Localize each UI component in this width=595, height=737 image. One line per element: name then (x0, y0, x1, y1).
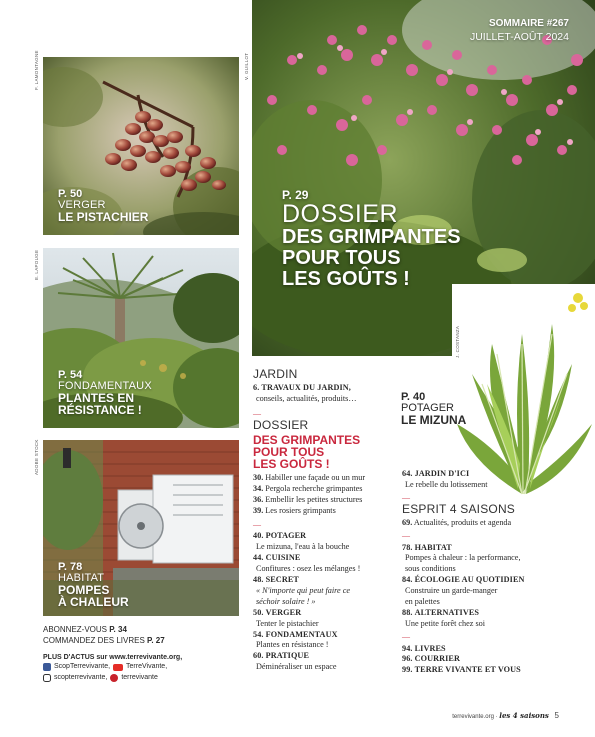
promo-block (43, 625, 182, 683)
page-footer (452, 711, 559, 720)
toc-item[interactable]: 39. Les rosiers grimpants (253, 505, 336, 515)
photo-credit: E. LAPOUGE (34, 249, 39, 280)
toc-item[interactable]: 64. JARDIN D'ICI (402, 469, 470, 478)
divider: — (402, 631, 410, 641)
facebook-icon (43, 663, 51, 671)
toc-item[interactable]: 50. VERGER (253, 607, 302, 617)
footer-site: terrevivante.org · (452, 714, 498, 720)
toc-desc: Une petite forêt chez soi (405, 618, 486, 628)
social-row (43, 673, 182, 684)
caption-rubric: HABITAT (58, 572, 105, 584)
subscribe-link[interactable]: ABONNEZ-VOUS P. 34 (43, 625, 127, 634)
photo-credit: F. LAMONTAGNE (34, 50, 39, 90)
caption-rubric: POTAGER (401, 402, 454, 414)
toc-item[interactable]: 36. Embellir les petites structures (253, 494, 363, 504)
toc-item[interactable]: 69. Actualités, produits et agenda (402, 517, 512, 527)
caption-title: PLANTES EN (58, 391, 135, 405)
dossier-title: LES GOÛTS ! (253, 456, 330, 471)
caption-title: LE MIZUNA (401, 413, 467, 427)
issue-number: SOMMAIRE #267 (488, 18, 569, 29)
pinterest-link[interactable]: terrevivante (121, 673, 158, 681)
issue-date: JUILLET-AOÛT 2024 (469, 30, 569, 43)
toc-desc: Confitures : osez les mélanges ! (256, 564, 361, 574)
toc-desc: Tenter le pistachier (256, 618, 319, 628)
toc-item[interactable]: 6. TRAVAUX DU JARDIN, (253, 383, 351, 393)
divider: — (402, 530, 410, 540)
website-link[interactable]: www.terrevivante.org, (109, 653, 183, 661)
toc-desc: Construire un garde-manger (405, 586, 498, 596)
toc-item[interactable]: 60. PRATIQUE (253, 651, 310, 661)
toc-item[interactable]: 48. SECRET (253, 575, 299, 585)
resistant-plants-caption (58, 370, 152, 416)
toc-desc: sous conditions (405, 564, 456, 574)
caption-title: POUR TOUS (282, 247, 401, 269)
toc-left (253, 368, 393, 673)
caption-page: P. 54 (58, 369, 83, 381)
instagram-link[interactable]: scopterrevivante, (54, 673, 108, 681)
photo-credit: J. COSTANZA (455, 325, 460, 358)
instagram-icon (43, 674, 51, 682)
divider: — (253, 519, 261, 529)
caption-page: P. 50 (58, 188, 83, 200)
toc-desc: Le mizuna, l'eau à la bouche (256, 542, 350, 552)
toc-desc: Plantes en résistance ! (256, 640, 329, 650)
photo-credit: ADOBE STOCK (34, 439, 39, 475)
page-number: 5 (554, 711, 559, 720)
caption-rubric: VERGER (58, 199, 106, 211)
toc-item[interactable]: 44. CUISINE (253, 553, 301, 563)
toc-item[interactable]: 88. ALTERNATIVES (402, 607, 480, 617)
section-esprit: ESPRIT 4 SAISONS (402, 501, 516, 516)
caption-page: P. 40 (401, 391, 426, 403)
pinterest-icon (110, 674, 118, 682)
youtube-icon (113, 664, 123, 671)
caption-title: LE PISTACHIER (58, 210, 149, 224)
toc-right (402, 469, 572, 676)
caption-title: POMPES (58, 583, 110, 597)
toc-item[interactable]: 40. POTAGER (253, 531, 307, 541)
caption-title: DES GRIMPANTES (282, 226, 461, 248)
section-jardin: JARDIN (253, 367, 298, 381)
caption-rubric: FONDAMENTAUX (58, 380, 152, 392)
mizuna-caption (401, 392, 466, 426)
toc-desc: Pompes à chaleur : la performance, (405, 553, 521, 563)
dossier-title: POUR TOUS (253, 444, 325, 459)
toc-desc: séchoir solaire ! » (256, 596, 316, 606)
youtube-link[interactable]: TerreVivante, (126, 663, 168, 671)
toc-desc: « N'importe qui peut faire ce (256, 585, 350, 595)
magazine-logo: les 4 saisons (499, 711, 549, 720)
facebook-link[interactable]: ScopTerrevivante, (54, 663, 111, 671)
toc-desc: conseils, actualités, produits… (256, 394, 357, 404)
toc-desc: Déminéraliser un espace (256, 662, 337, 672)
caption-page: P. 29 (282, 188, 309, 202)
toc-desc: en palettes (405, 597, 440, 607)
caption-rubric: DOSSIER (282, 200, 399, 228)
toc-item[interactable]: 99. TERRE VIVANTE ET VOUS (402, 665, 521, 675)
dossier-caption (282, 188, 461, 290)
dossier-title: DES GRIMPANTES (253, 432, 361, 447)
divider: — (402, 492, 410, 502)
caption-title: RÉSISTANCE ! (58, 403, 142, 417)
divider: — (253, 409, 261, 418)
order-books-link[interactable]: COMMANDEZ DES LIVRES P. 27 (43, 635, 165, 645)
toc-item[interactable]: 34. Pergola recherche grimpantes (253, 483, 363, 493)
pistachio-caption (58, 189, 148, 223)
social-row (43, 662, 182, 673)
toc-desc: Le rebelle du lotissement (405, 479, 488, 489)
more-news: PLUS D'ACTUS sur www.terrevivante.org, (43, 653, 183, 661)
issue-header (470, 18, 569, 44)
caption-title: LES GOÛTS ! (282, 268, 410, 290)
photo-credit: V. GUILLOT (244, 52, 249, 80)
caption-page: P. 78 (58, 561, 83, 573)
heat-pump-caption (58, 562, 129, 608)
section-dossier: DOSSIER (253, 417, 309, 432)
toc-item[interactable]: 78. HABITAT (402, 542, 452, 552)
caption-title: À CHALEUR (58, 595, 129, 609)
toc-item[interactable]: 30. Habiller une façade ou un mur (253, 472, 366, 482)
toc-item[interactable]: 96. COURRIER (402, 654, 460, 664)
toc-item[interactable]: 84. ÉCOLOGIE AU QUOTIDIEN (402, 575, 525, 585)
toc-item[interactable]: 54. FONDAMENTAUX (253, 629, 338, 639)
toc-item[interactable]: 94. LIVRES (402, 643, 446, 653)
